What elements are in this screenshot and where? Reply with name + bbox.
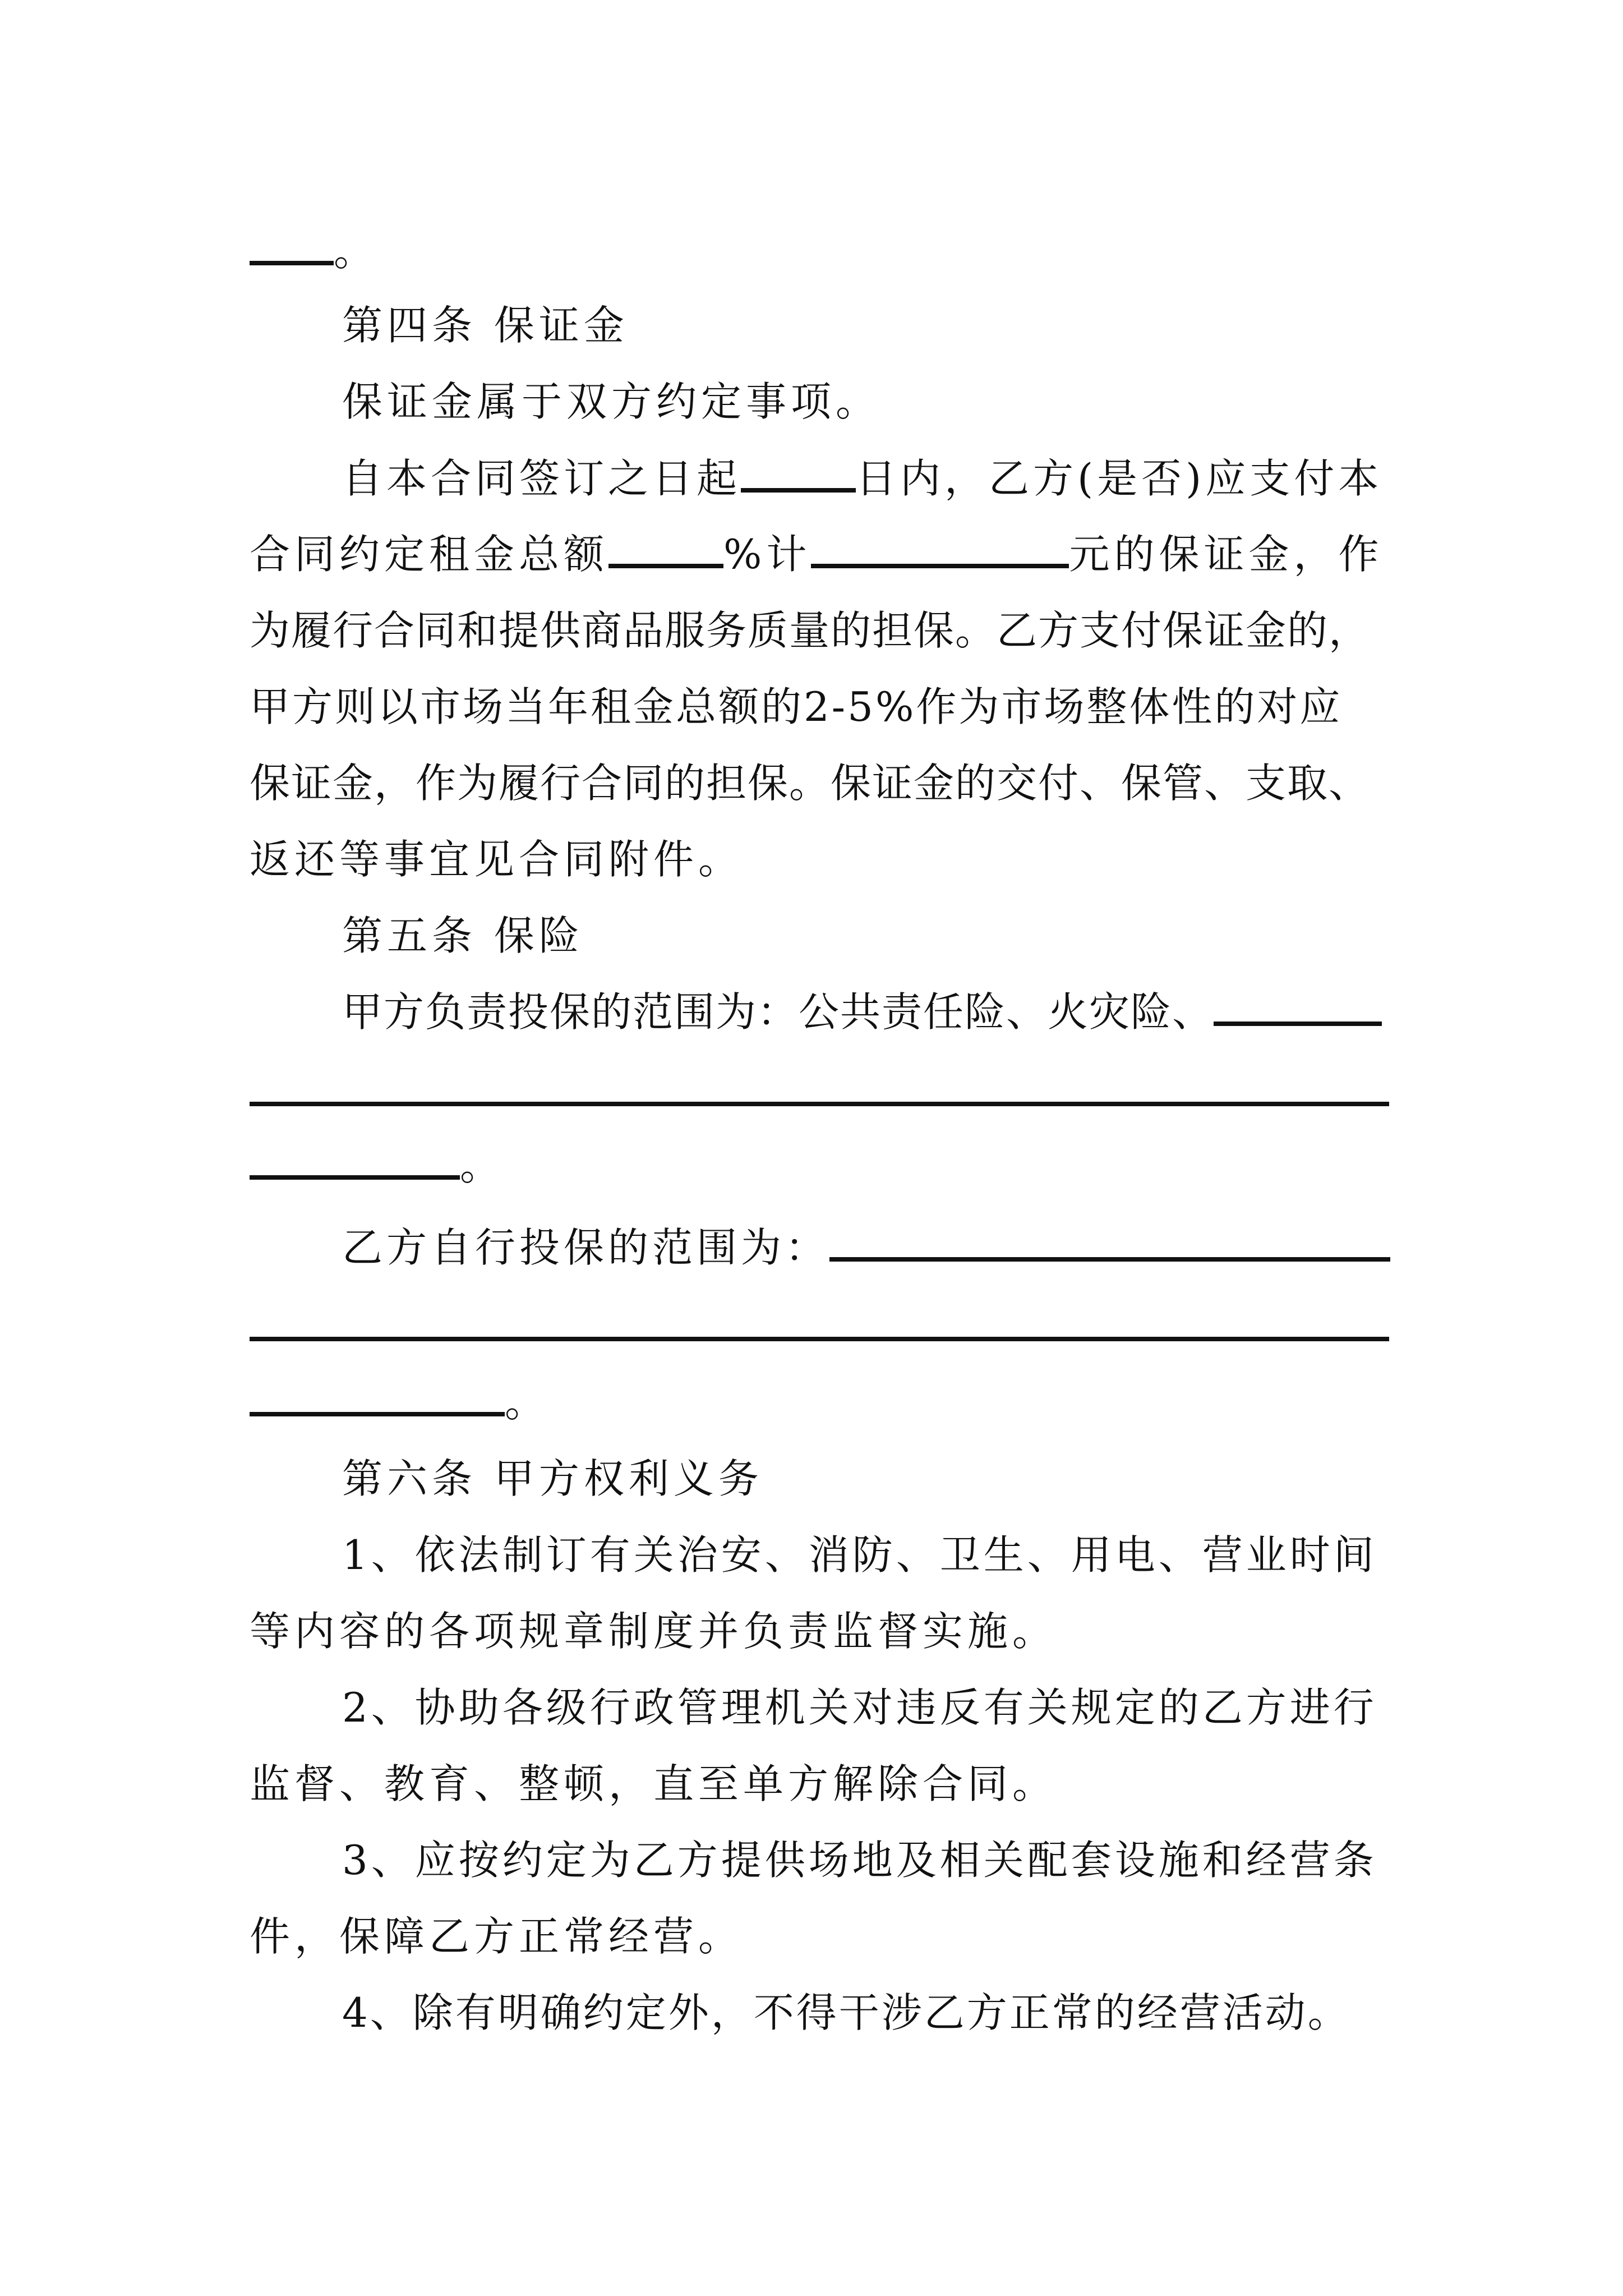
article-5-paragraph-1-line-1 bbox=[342, 985, 1391, 1039]
article-4-heading: 第四条 保证金 bbox=[342, 302, 629, 349]
article-6-item-3-line-2: 件，保障乙方正常经营。 bbox=[250, 1913, 744, 1960]
article-4-paragraph-2-line-6: 返还等事宜见合同附件。 bbox=[250, 836, 744, 883]
text-segment: 合同约定租金总额 bbox=[250, 531, 609, 578]
period: 。 bbox=[460, 1142, 505, 1189]
text-segment: 乙方自行投保的范围为： bbox=[342, 1224, 830, 1271]
article-4-paragraph-2-line-5: 保证金，作为履行合同的担保。保证金的交付、保管、支取、 bbox=[250, 760, 1371, 807]
text-segment: 自本合同签订之日起 bbox=[342, 455, 741, 502]
article-5-paragraph-2-line-1 bbox=[342, 1221, 1391, 1274]
text-segment: %计 bbox=[723, 531, 811, 578]
blank-line bbox=[250, 1379, 505, 1416]
article-6-heading: 第六条 甲方权利义务 bbox=[342, 1455, 763, 1502]
text-segment: 元的保证金，作 bbox=[1069, 531, 1384, 578]
period: 。 bbox=[334, 228, 379, 275]
amount-blank bbox=[811, 531, 1069, 568]
article-6-item-2-line-2: 监督、教育、整顿，直至单方解除合同。 bbox=[250, 1760, 1058, 1807]
continuation-line bbox=[250, 224, 1388, 278]
article-6-item-1-line-1: 1、依法制订有关治安、消防、卫生、用电、营业时间 bbox=[342, 1531, 1377, 1579]
article-6-item-1-line-2: 等内容的各项规章制度并负责监督实施。 bbox=[250, 1608, 1058, 1655]
blank-line bbox=[250, 1337, 1389, 1341]
article-6-item-4: 4、除有明确约定外，不得干涉乙方正常的经营活动。 bbox=[342, 1989, 1350, 2036]
text-segment: 日内，乙方(是否)应支付本 bbox=[856, 455, 1383, 502]
article-4-paragraph-2-line-2 bbox=[250, 527, 1388, 581]
percent-blank bbox=[608, 531, 723, 568]
blank-line bbox=[250, 228, 334, 265]
insurance-blank bbox=[829, 1225, 1390, 1262]
period: 。 bbox=[505, 1379, 550, 1426]
article-5-paragraph-2-line-3 bbox=[250, 1375, 1388, 1429]
insurance-blank bbox=[1214, 989, 1382, 1026]
text-segment: 甲方负责投保的范围为：公共责任险、火灾险、 bbox=[342, 988, 1214, 1036]
article-4-paragraph-1: 保证金属于双方约定事项。 bbox=[342, 378, 881, 425]
days-blank bbox=[741, 455, 856, 493]
article-4-paragraph-2-line-4: 甲方则以市场当年租金总额的2-5%作为市场整体性的对应 bbox=[250, 683, 1343, 730]
article-6-item-3-line-1: 3、应按约定为乙方提供场地及相关配套设施和经营条 bbox=[342, 1837, 1377, 1884]
blank-line bbox=[250, 1143, 460, 1180]
article-4-paragraph-2-line-3: 为履行合同和提供商品服务质量的担保。乙方支付保证金的， bbox=[250, 607, 1371, 654]
article-4-paragraph-2-line-1 bbox=[342, 452, 1391, 505]
article-5-heading: 第五条 保险 bbox=[342, 912, 584, 959]
article-5-paragraph-1-line-3 bbox=[250, 1139, 1388, 1193]
article-6-item-2-line-1: 2、协助各级行政管理机关对违反有关规定的乙方进行 bbox=[342, 1684, 1377, 1731]
blank-line bbox=[250, 1102, 1389, 1106]
